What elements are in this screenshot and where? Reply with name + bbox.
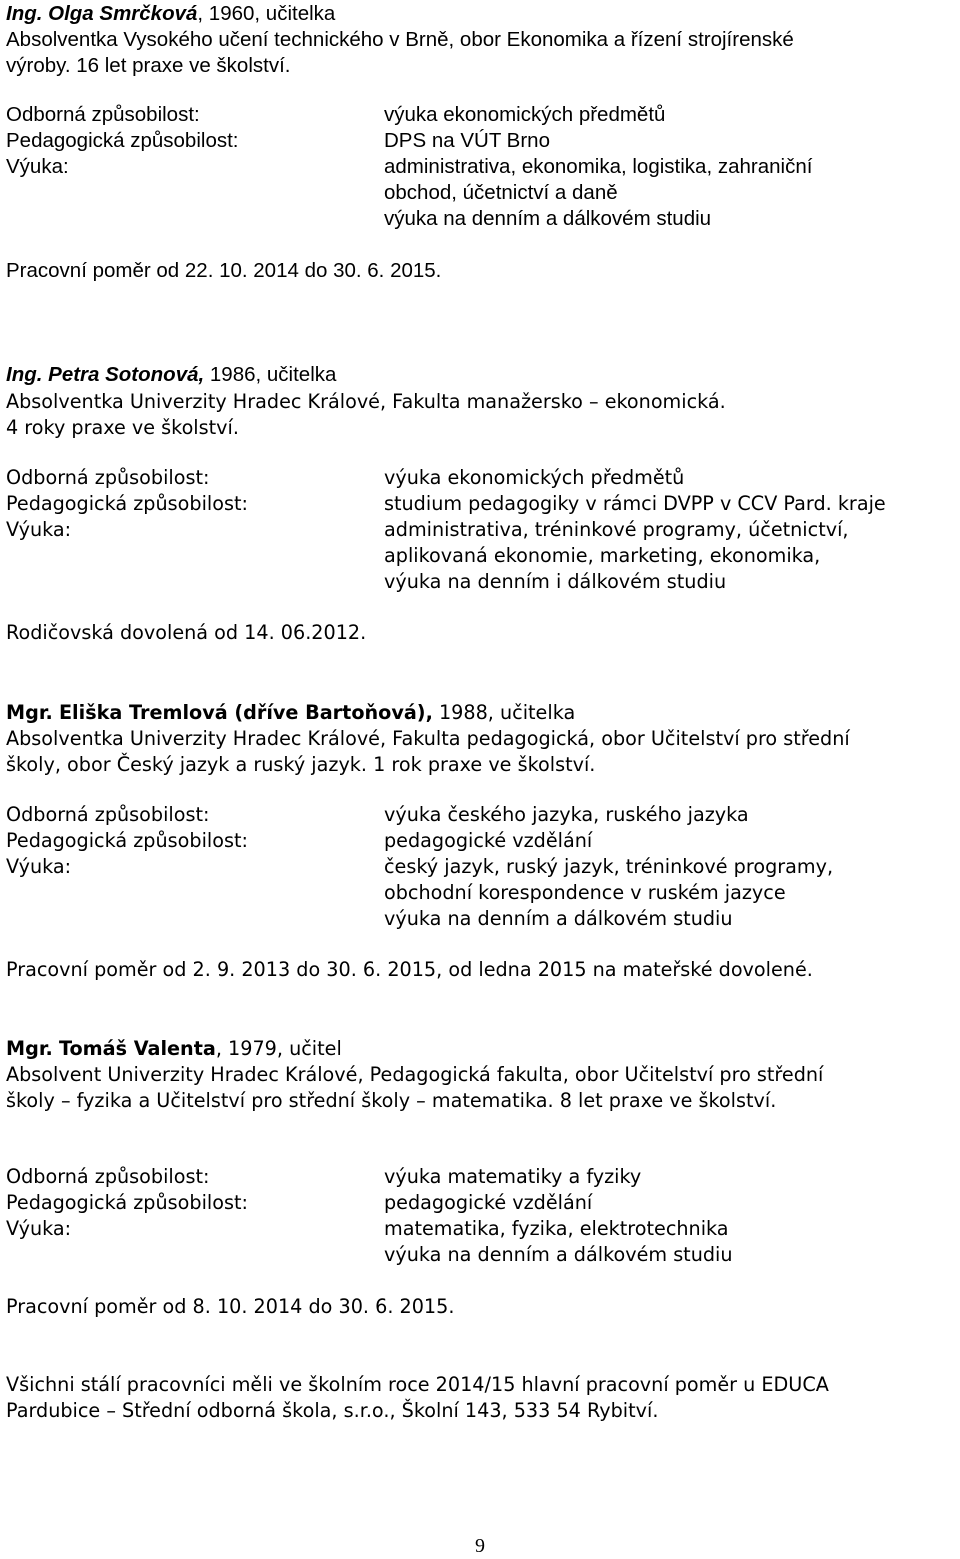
employment-note: Pracovní poměr od 22. 10. 2014 do 30. 6. 2015.	[6, 259, 442, 282]
odborna-label: Odborná způsobilost:	[6, 466, 210, 489]
vyuka-value-line: výuka na denním a dálkovém studiu	[384, 1243, 733, 1266]
odborna-value: výuka ekonomických předmětů	[384, 103, 666, 126]
person-birth-role: , 1960, učitelka	[197, 2, 336, 25]
person-description-line: výroby. 16 let praxe ve školství.	[6, 54, 291, 77]
pedagogicka-value: pedagogické vzdělání	[384, 1191, 593, 1214]
pedagogicka-label: Pedagogická způsobilost:	[6, 829, 248, 852]
odborna-label: Odborná způsobilost:	[6, 103, 200, 126]
footer-line: Všichni stálí pracovníci měli ve školním roce 2014/15 hlavní pracovní poměr u EDUCA	[6, 1373, 829, 1396]
vyuka-value-line: administrativa, tréninkové programy, účetnictví,	[384, 518, 849, 541]
person-title: Ing.	[6, 2, 43, 25]
person-description-line: školy – fyzika a Učitelství pro střední školy – matematika. 8 let praxe ve školství.	[6, 1089, 777, 1112]
vyuka-value-line: český jazyk, ruský jazyk, tréninkové programy,	[384, 855, 834, 878]
pedagogicka-value: pedagogické vzdělání	[384, 829, 593, 852]
person-name: Tomáš Valenta	[58, 1037, 216, 1060]
employment-note: Rodičovská dovolená od 14. 06.2012.	[6, 621, 367, 644]
person-description-line: školy, obor Český jazyk a ruský jazyk. 1 rok praxe ve školství.	[6, 753, 596, 776]
vyuka-value-line: výuka na denním a dálkovém studiu	[384, 907, 733, 930]
person-birth-role: 1986, učitelka	[204, 363, 337, 386]
person-heading	[6, 1, 335, 27]
vyuka-label: Výuka:	[6, 518, 72, 541]
person-description-line: 4 roky praxe ve školství.	[6, 416, 239, 439]
odborna-label: Odborná způsobilost:	[6, 1165, 210, 1188]
person-heading	[6, 362, 336, 388]
person-birth-role: , 1979, učitel	[215, 1037, 342, 1060]
pedagogicka-value: DPS na VÚT Brno	[384, 129, 550, 152]
vyuka-value-line: obchod, účetnictví a daně	[384, 181, 618, 204]
person-description-line: Absolventka Univerzity Hradec Králové, Fakulta manažersko – ekonomická.	[6, 390, 726, 413]
footer-line: Pardubice – Střední odborná škola, s.r.o., Školní 143, 533 54 Rybitví.	[6, 1399, 659, 1422]
person-description-line: Absolventka Vysokého učení technického v Brně, obor Ekonomika a řízení strojírenské	[6, 28, 794, 51]
odborna-value: výuka ekonomických předmětů	[384, 466, 685, 489]
person-heading	[6, 1036, 342, 1062]
odborna-label: Odborná způsobilost:	[6, 803, 210, 826]
vyuka-value-line: obchodní korespondence v ruském jazyce	[384, 881, 786, 904]
vyuka-value-line: výuka na denním i dálkovém studiu	[384, 570, 727, 593]
vyuka-value-line: administrativa, ekonomika, logistika, zahraniční	[384, 155, 813, 178]
vyuka-value-line: výuka na denním a dálkovém studiu	[384, 207, 712, 230]
vyuka-label: Výuka:	[6, 1217, 72, 1240]
page-number: 9	[475, 1535, 485, 1557]
odborna-value: výuka českého jazyka, ruského jazyka	[384, 803, 749, 826]
pedagogicka-label: Pedagogická způsobilost:	[6, 1191, 248, 1214]
person-heading	[6, 700, 575, 726]
person-title: Ing.	[6, 363, 43, 386]
person-description-line: Absolvent Univerzity Hradec Králové, Pedagogická fakulta, obor Učitelství pro střední	[6, 1063, 824, 1086]
person-name: Petra Sotonová,	[48, 363, 205, 386]
pedagogicka-label: Pedagogická způsobilost:	[6, 129, 239, 152]
person-title: Mgr.	[6, 701, 53, 724]
employment-note: Pracovní poměr od 8. 10. 2014 do 30. 6. 2015.	[6, 1295, 455, 1318]
pedagogicka-value: studium pedagogiky v rámci DVPP v CCV Pard. kraje	[384, 492, 886, 515]
pedagogicka-label: Pedagogická způsobilost:	[6, 492, 248, 515]
person-description-line: Absolventka Univerzity Hradec Králové, Fakulta pedagogická, obor Učitelství pro střední	[6, 727, 850, 750]
employment-note: Pracovní poměr od 2. 9. 2013 do 30. 6. 2015, od ledna 2015 na mateřské dovolené.	[6, 958, 813, 981]
vyuka-label: Výuka:	[6, 855, 72, 878]
vyuka-value-line: aplikovaná ekonomie, marketing, ekonomika,	[384, 544, 821, 567]
vyuka-value-line: matematika, fyzika, elektrotechnika	[384, 1217, 729, 1240]
person-title: Mgr.	[6, 1037, 53, 1060]
vyuka-label: Výuka:	[6, 155, 69, 178]
person-birth-role: 1988, učitelka	[432, 701, 576, 724]
person-name: Olga Smrčková	[48, 2, 198, 25]
person-name: Eliška Tremlová (dříve Bartoňová),	[58, 701, 433, 724]
odborna-value: výuka matematiky a fyziky	[384, 1165, 642, 1188]
